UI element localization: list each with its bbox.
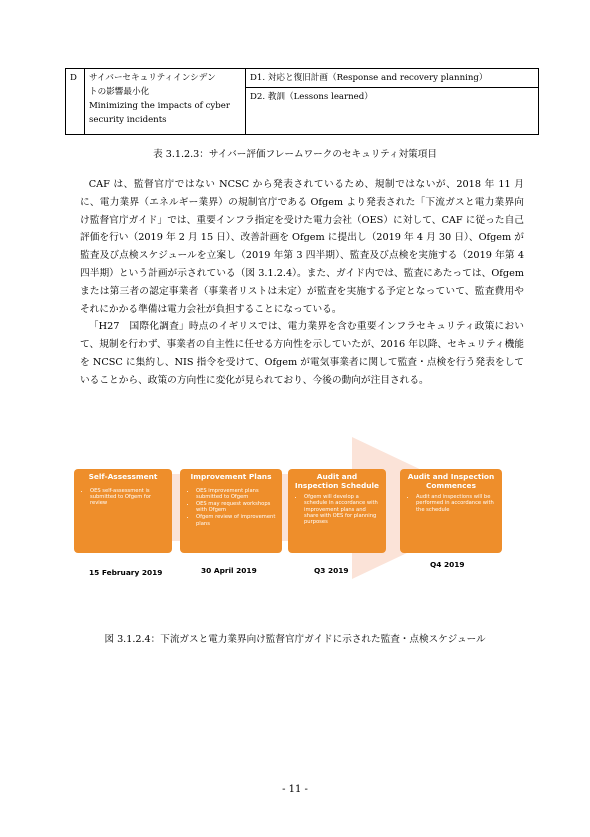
step-box-audit-commences [400, 469, 502, 553]
table-item: D1. 対応と復旧計画（Response and recovery planning） [246, 69, 539, 88]
step-bullet: • OES improvement plans submitted to Ofgem [196, 488, 276, 500]
schedule-figure [67, 437, 525, 587]
step-date: 15 February 2019 [89, 568, 163, 577]
table-item: D2. 教訓（Lessons learned） [246, 88, 539, 135]
table-caption: 表 3.1.2.3：サイバー評価フレームワークのセキュリティ対策項目 [153, 149, 437, 160]
table-row-id: D [66, 69, 85, 135]
step-title: Audit and Inspection Commences [407, 472, 495, 490]
step-date: Q4 2019 [430, 560, 465, 569]
figure-caption: 図 3.1.2.4：下流ガスと電力業界向け監督官庁ガイドに示された監査・点検スケジュール [104, 634, 486, 645]
step-title: Audit and Inspection Schedule [294, 472, 380, 490]
body-text [80, 176, 524, 390]
page-number: - 11 - [282, 784, 308, 795]
security-measures-table [65, 68, 539, 135]
step-title: Improvement Plans [190, 472, 272, 481]
step-bullet: • Ofgem will develop a schedule in accordance with improvement plans and share with OES for planning purposes [304, 494, 380, 525]
step-bullet: • OES self-assessment is submitted to Ofgem for review [90, 488, 166, 507]
step-box-self-assessment [74, 469, 172, 553]
step-date: Q3 2019 [314, 566, 349, 575]
step-bullet: • Ofgem review of improvement plans [196, 514, 276, 526]
step-title: Self-Assessment [88, 472, 158, 481]
table-row-title: サイバーセキュリティインシデン トの影響最小化 Minimizing the impacts of cyber security incidents [85, 69, 246, 135]
step-box-audit-schedule [288, 469, 386, 553]
step-bullet: • OES may request workshops with Ofgem [196, 501, 276, 513]
paragraph: 「H27 国際化調査」時点のイギリスでは、電力業界を含む重要インフラセキュリティ政策において、規制を行わず、事業者の自主性に任せる方向性を示していたが、2016 年以降、セキュリティ機能を NCSC に集約し、NIS 指令を受けて、Ofgem が電気事業者に関して監査・点検を行う発表をしていることから、政策の方向性に変化が見られており、今後の動向が注目される。 [80, 321, 524, 386]
paragraph: CAF は、監督官庁ではない NCSC から発表されているため、規制ではないが、2018 年 11 月に、電力業界（エネルギー業界）の規制官庁である Ofgem より発表された「下流ガスと電力業界向け監督官庁ガイド」では、重要インフラ指定を受けた電力会社（OES）に対して、CAF に従った自己評価を行い（2019 年 2 月 15 日）、改善計画を Ofgem に提出し（2019 年 4 月 30 日）、Ofgem が監査及び点検スケジュールを立案し（2019 年第 3 四半期）、監査及び点検を実施する（2019 年第 4 四半期）という計画が示されている（図 3.1.2.4）。また、ガイド内では、監査にあたっては、Ofgem または第三者の認定事業者（事業者リストは未定）が監査を実施する予定となっていて、監査費用やそれにかかる準備は電力会社が負担することになっている。 [80, 179, 524, 315]
step-bullet: • Audit and inspections will be performed in accordance with the schedule [416, 494, 496, 513]
step-box-improvement-plans [180, 469, 282, 553]
step-date: 30 April 2019 [201, 566, 257, 575]
